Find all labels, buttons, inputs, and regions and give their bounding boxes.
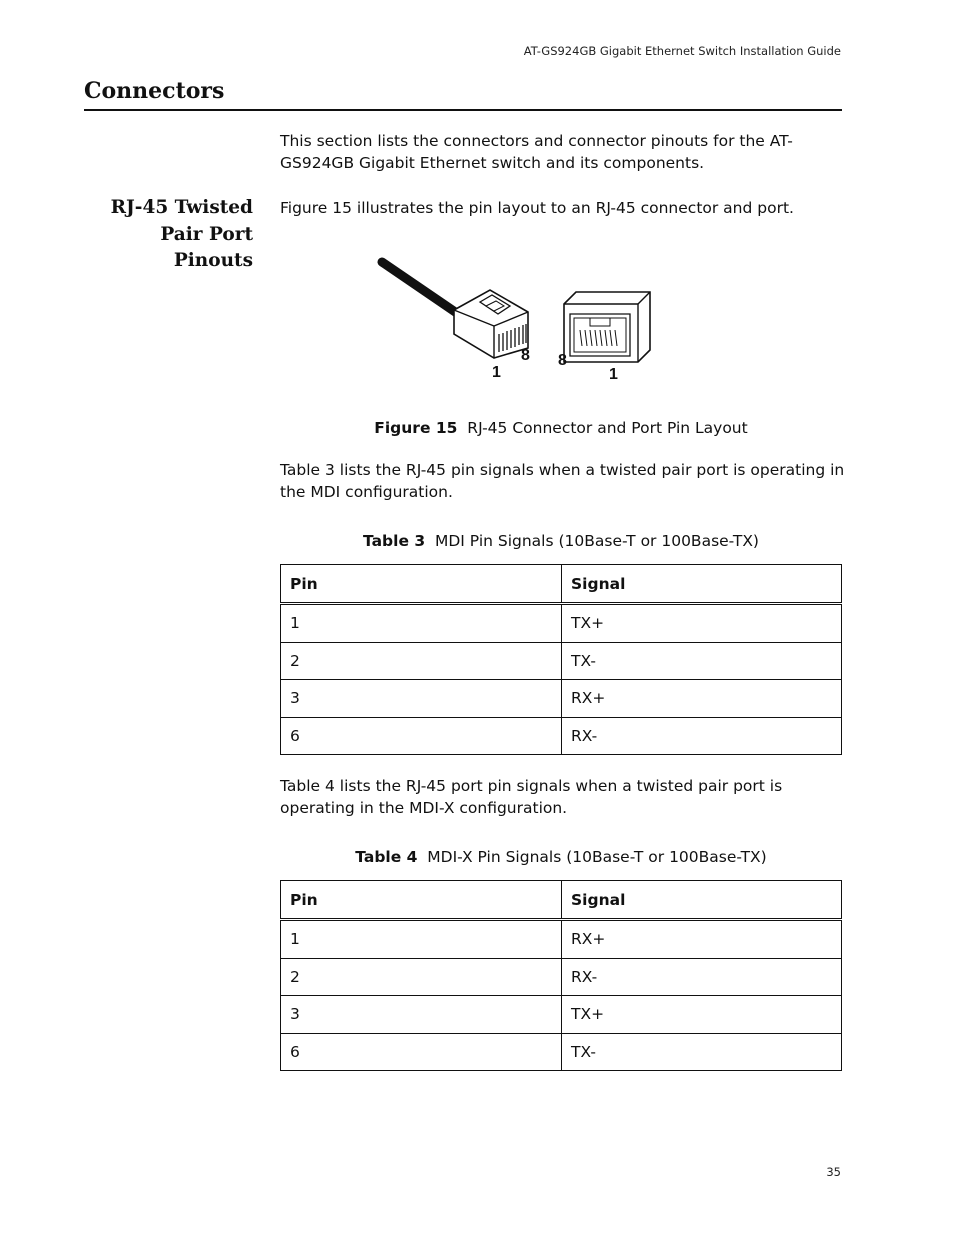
table4-caption xyxy=(280,848,842,866)
figure-caption xyxy=(280,419,842,437)
signal-cell: TX+ xyxy=(562,996,842,1034)
table-row xyxy=(281,1033,842,1071)
pin-cell: 1 xyxy=(281,604,562,643)
mdi-pin-table xyxy=(280,564,842,755)
figure-caption-text: RJ-45 Connector and Port Pin Layout xyxy=(467,419,748,437)
table3-intro: Table 3 lists the RJ-45 pin signals when a twisted pair port is operating in the MDI configuration. xyxy=(280,461,845,501)
signal-cell: RX- xyxy=(562,958,842,996)
table-header-row xyxy=(281,881,842,920)
table-row xyxy=(281,920,842,959)
signal-cell: TX- xyxy=(562,1033,842,1071)
connector-pin-1-label: 1 xyxy=(492,364,501,381)
subsection-heading-line: Pinouts xyxy=(173,250,253,271)
subsection-heading-line: Pair Port xyxy=(160,223,253,245)
table3-caption xyxy=(280,532,842,550)
port-pin-8-label: 8 xyxy=(558,352,567,369)
signal-cell: TX+ xyxy=(562,604,842,643)
signal-cell: RX- xyxy=(562,717,842,755)
rj45-figure xyxy=(372,254,662,386)
rj45-port-illustration xyxy=(564,292,650,362)
page-number: 35 xyxy=(826,1165,841,1179)
mdix-pin-table xyxy=(280,880,842,1071)
table3-caption-text: MDI Pin Signals (10Base-T or 100Base-TX) xyxy=(435,532,759,550)
section-divider xyxy=(84,109,842,111)
table-row xyxy=(281,717,842,755)
table-row xyxy=(281,642,842,680)
table4-label: Table 4 xyxy=(355,848,418,866)
running-header: AT-GS924GB Gigabit Ethernet Switch Installation Guide xyxy=(523,44,841,58)
table4-caption-text: MDI-X Pin Signals (10Base-T or 100Base-TX) xyxy=(427,848,767,866)
pin-cell: 2 xyxy=(281,958,562,996)
table-row xyxy=(281,958,842,996)
table3-label: Table 3 xyxy=(363,532,426,550)
connector-pin-8-label: 8 xyxy=(521,347,530,364)
port-pin-1-label: 1 xyxy=(609,366,618,383)
subsection-heading-line: RJ-45 Twisted xyxy=(110,197,253,218)
table-row xyxy=(281,996,842,1034)
column-header-pin: Pin xyxy=(281,881,562,920)
column-header-signal: Signal xyxy=(562,565,842,604)
rj45-connector-illustration xyxy=(382,262,528,358)
signal-cell: RX+ xyxy=(562,680,842,718)
subsection-heading xyxy=(84,195,253,275)
figure-label: Figure 15 xyxy=(374,419,458,437)
table-row xyxy=(281,604,842,643)
signal-cell: RX+ xyxy=(562,920,842,959)
section-title: Connectors xyxy=(84,78,225,104)
subsection-intro: Figure 15 illustrates the pin layout to an RJ-45 connector and port. xyxy=(280,199,794,217)
signal-cell: TX- xyxy=(562,642,842,680)
table-row xyxy=(281,680,842,718)
section-intro: This section lists the connectors and connector pinouts for the AT-GS924GB Gigabit Ethernet switch and its components. xyxy=(280,132,793,172)
pin-cell: 2 xyxy=(281,642,562,680)
column-header-signal: Signal xyxy=(562,881,842,920)
table4-intro: Table 4 lists the RJ-45 port pin signals when a twisted pair port is operating in the MDI-X configuration. xyxy=(280,777,783,817)
pin-cell: 6 xyxy=(281,1033,562,1071)
column-header-pin: Pin xyxy=(281,565,562,604)
table-header-row xyxy=(281,565,842,604)
pin-cell: 6 xyxy=(281,717,562,755)
pin-cell: 1 xyxy=(281,920,562,959)
pin-cell: 3 xyxy=(281,996,562,1034)
pin-cell: 3 xyxy=(281,680,562,718)
